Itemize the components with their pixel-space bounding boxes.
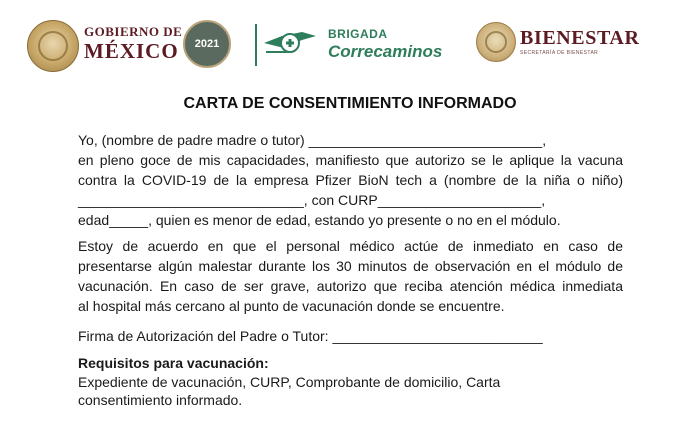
consent-line: en pleno goce de mis capacidades, manifiesto que autorizo se le aplique la vacuna [78,152,623,168]
brigada-line2: Correcaminos [328,42,443,61]
consent-paragraph [78,130,623,230]
gobierno-line1: GOBIERNO DE [84,24,183,39]
signature-line: Firma de Autorización del Padre o Tutor: ___________________________ [78,328,543,344]
brigada-line1: BRIGADA [328,27,388,41]
agreement-line: vacunación. En caso de ser grave, autorizo que reciba atención médica inmediata [78,278,623,294]
requirements-section [78,353,623,409]
document-title: CARTA DE CONSENTIMIENTO INFORMADO [183,95,517,112]
agreement-line: al hospital más cercano al punto de vacunación donde se encuentre. [78,298,505,314]
brigada-correcaminos-logo [328,26,442,62]
agreement-line: Estoy de acuerdo en que el personal médico actúe de inmediato en caso de [78,238,623,254]
signature-section [78,326,623,346]
year-badge-label: 2021 [194,38,220,50]
mexico-coat-of-arms-icon [27,20,79,72]
bienestar-name: BIENESTAR [520,27,640,49]
consent-line: _____________________________, con CURP_____________________, [78,192,546,208]
document-header [0,0,700,90]
consent-line: contra la COVID-19 de la empresa Pfizer BioN tech a (nombre de la niña o niño) [78,172,623,188]
gobierno-line2: MÉXICO [84,39,179,63]
bienestar-logo [520,27,640,57]
medical-agreement-paragraph [78,236,623,316]
bienestar-subtitle: SECRETARÍA DE BIENESTAR [520,50,599,56]
bienestar-seal-icon [476,22,516,62]
agreement-line: presentarse algún malestar durante los 30 minutos de observación en el módulo de [78,258,623,274]
logo-divider [255,24,257,66]
consent-line: edad_____, quien es menor de edad, estando yo presente o no en el módulo. [78,212,561,228]
gobierno-de-mexico-logo [84,24,184,63]
requirements-heading: Requisitos para vacunación: [78,355,269,371]
consent-line: Yo, (nombre de padre madre o tutor) ______________________________, [78,132,547,148]
year-2021-badge-icon [183,20,231,68]
brigada-runner-icon [262,28,318,58]
requirements-line: Expediente de vacunación, CURP, Comprobante de domicilio, Carta [78,374,501,390]
requirements-line: consentimiento informado. [78,392,243,408]
